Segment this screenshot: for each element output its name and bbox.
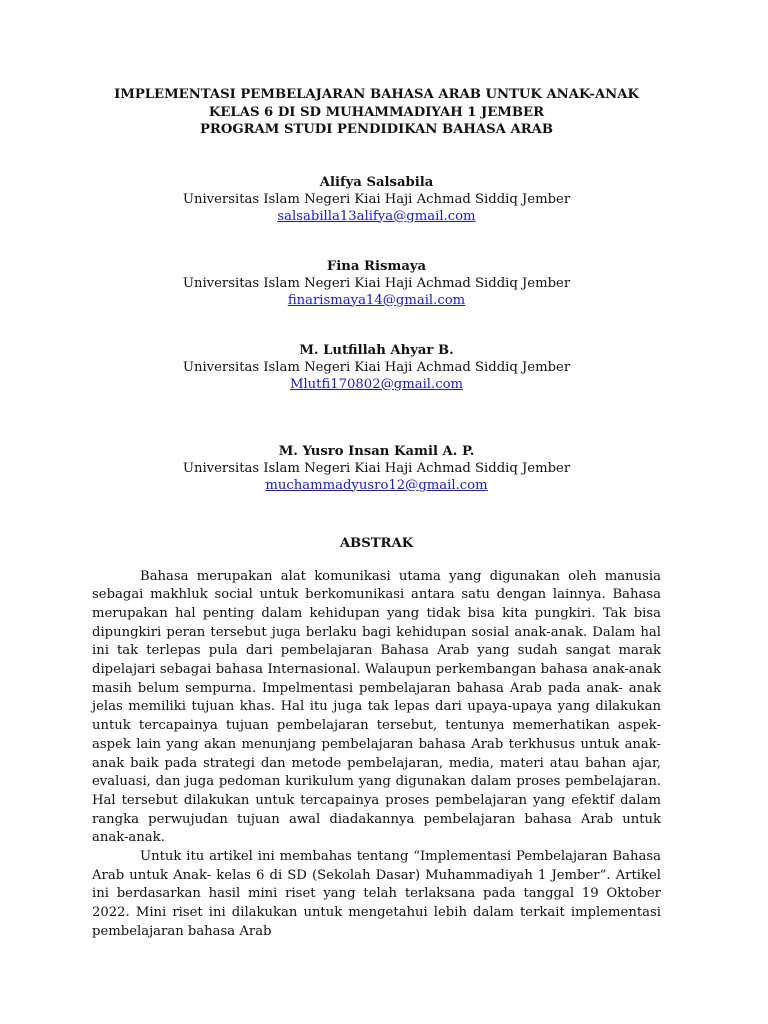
author-name: M. Yusro Insan Kamil A. P. <box>278 443 475 459</box>
author-email-link[interactable]: muchammadyusro12@gmail.com <box>265 477 488 493</box>
author-affiliation: Universitas Islam Negeri Kiai Haji Achmad Siddiq Jember <box>182 359 571 375</box>
author-email-link[interactable]: salsabilla13alifya@gmail.com <box>277 208 476 224</box>
author-block-1 <box>92 174 661 225</box>
author-name: Alifya Salsabila <box>319 174 434 190</box>
author-email-link[interactable]: Mlutfi170802@gmail.com <box>289 376 464 392</box>
title-line-2: KELAS 6 DI SD MUHAMMADIYAH 1 JEMBER <box>208 104 545 120</box>
author-affiliation: Universitas Islam Negeri Kiai Haji Achmad Siddiq Jember <box>182 191 571 207</box>
abstract-paragraph-2: Untuk itu artikel ini membahas tentang “Implementasi Pembelajaran Bahasa Arab untuk Anak- kelas 6 di SD (Sekolah Dasar) Muhammadiyah 1 Jember”. Artikel ini berdasarkan hasil mini riset yang telah terlaksana pada tanggal 19 Oktober 2022. Mini riset ini dilakukan untuk mengetahui lebih dalam terkait implementasi pembelajaran bahasa Arab <box>92 849 661 939</box>
author-block-2 <box>92 258 661 309</box>
author-affiliation: Universitas Islam Negeri Kiai Haji Achmad Siddiq Jember <box>182 275 571 291</box>
title-line-1: IMPLEMENTASI PEMBELAJARAN BAHASA ARAB UNTUK ANAK-ANAK <box>114 87 639 102</box>
author-affiliation: Universitas Islam Negeri Kiai Haji Achmad Siddiq Jember <box>182 460 571 476</box>
abstract-paragraph-1: Bahasa merupakan alat komunikasi utama yang digunakan oleh manusia sebagai makhluk social untuk berkomunikasi antara satu dengan lainnya. Bahasa merupakan hal penting dalam kehidupan yang tidak bisa kita pungkiri. Tak bisa dipungkiri peran tersebut juga berlaku bagi kehidupan sosial anak-anak. Dalam hal ini tak terlepas pula dari pembelajaran Bahasa Arab yang sudah sangat marak dipelajari sebagai bahasa Internasional. Walaupun perkembangan bahasa anak-anak masih belum sempurna. Impelmentasi pembelajaran bahasa Arab pada anak- anak jelas memiliki tujuan khas. Hal itu juga tak lepas dari upaya-upaya yang dilakukan untuk tercapainya tujuan pembelajaran tersebut, tentunya memerhatikan aspek-aspek lain yang akan menunjang pembelajaran bahasa Arab terkhusus untuk anak-anak baik pada strategi dan metode pembelajaran, media, materi atau bahan ajar, evaluasi, dan juga pedoman kurikulum yang digunakan dalam proses pembelajaran. Hal tersebut dilakukan untuk tercapainya proses pembelajaran yang efektif dalam rangka perwujudan tujuan awal diadakannya pembelajaran bahasa Arab untuk anak-anak. <box>92 568 661 846</box>
title-line-3: PROGRAM STUDI PENDIDIKAN BAHASA ARAB <box>199 122 554 137</box>
author-block-3 <box>92 342 661 393</box>
author-block-4 <box>92 443 661 494</box>
paper-title <box>92 86 661 139</box>
author-name: M. Lutfillah Ahyar B. <box>299 342 454 358</box>
author-name: Fina Rismaya <box>326 258 427 274</box>
author-email-link[interactable]: finarismaya14@gmail.com <box>287 292 466 308</box>
abstract-heading: ABSTRAK <box>339 535 414 551</box>
